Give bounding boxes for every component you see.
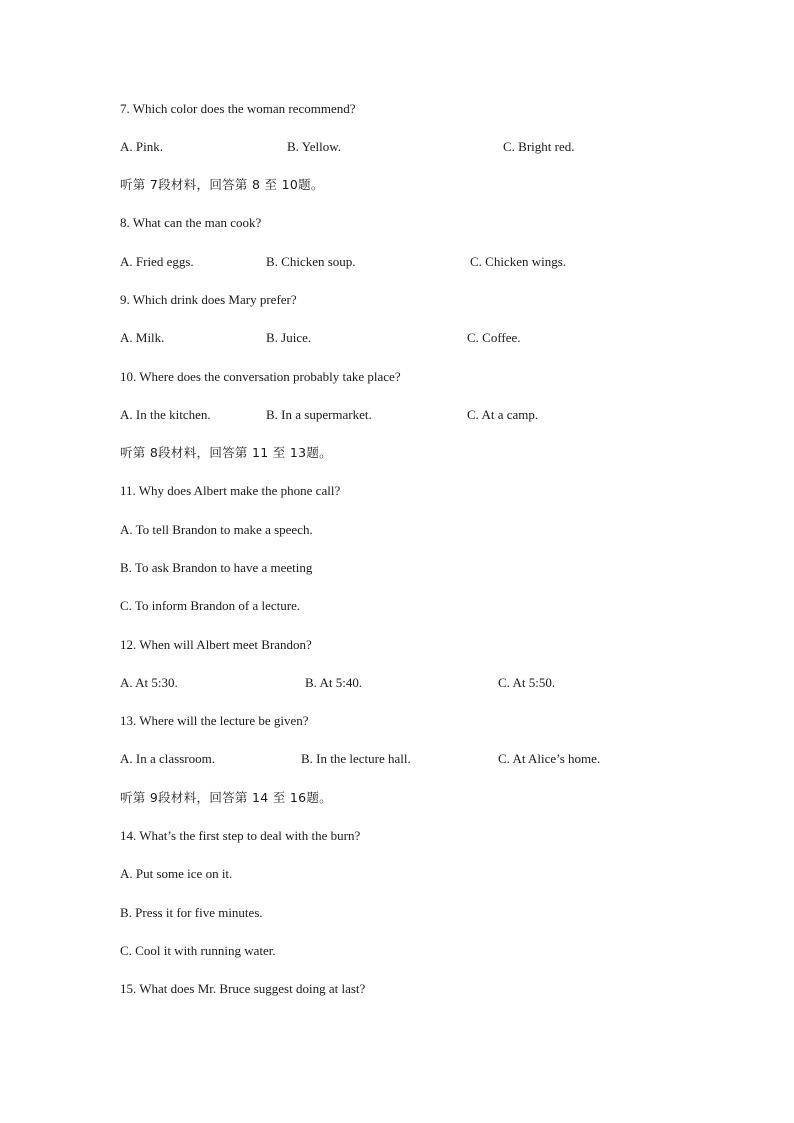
question-13-option-b: B. In the lecture hall. (301, 751, 411, 766)
question-12-stem: 12. When will Albert meet Brandon? (120, 637, 312, 652)
question-14-option-b: B. Press it for five minutes. (120, 905, 263, 920)
question-14-stem: 14. What’s the first step to deal with the burn? (120, 828, 361, 843)
question-13-stem: 13. Where will the lecture be given? (120, 713, 309, 728)
question-9-option-b: B. Juice. (266, 330, 312, 345)
section-heading-passage-8: 听第 8段材料，回答第 11 至 13题。 (120, 445, 332, 460)
question-8-option-a: A. Fried eggs. (120, 254, 194, 269)
question-11-stem: 11. Why does Albert make the phone call? (120, 483, 341, 498)
question-14-option-a: A. Put some ice on it. (120, 866, 233, 881)
question-9-option-a: A. Milk. (120, 330, 165, 345)
section-heading-passage-7: 听第 7段材料，回答第 8 至 10题。 (120, 177, 324, 192)
question-10-option-b: B. In a supermarket. (266, 407, 372, 422)
question-7-option-a: A. Pink. (120, 139, 163, 154)
question-11-option-b: B. To ask Brandon to have a meeting (120, 560, 313, 575)
question-8-option-c: C. Chicken wings. (470, 254, 567, 269)
question-7-stem: 7. Which color does the woman recommend? (120, 101, 356, 116)
question-11-option-c: C. To inform Brandon of a lecture. (120, 598, 301, 613)
question-10-option-a: A. In the kitchen. (120, 407, 211, 422)
question-12-option-c: C. At 5:50. (498, 675, 556, 690)
question-11-option-a: A. To tell Brandon to make a speech. (120, 522, 313, 537)
question-12-option-b: B. At 5:40. (305, 675, 363, 690)
section-heading-passage-9: 听第 9段材料，回答第 14 至 16题。 (120, 790, 332, 805)
question-15-stem: 15. What does Mr. Bruce suggest doing at last? (120, 981, 366, 996)
question-7-option-c: C. Bright red. (503, 139, 575, 154)
question-10-option-c: C. At a camp. (467, 407, 539, 422)
question-10-stem: 10. Where does the conversation probably take place? (120, 369, 401, 384)
question-12-option-a: A. At 5:30. (120, 675, 178, 690)
question-8-stem: 8. What can the man cook? (120, 215, 262, 230)
question-8-option-b: B. Chicken soup. (266, 254, 356, 269)
question-7-option-b: B. Yellow. (287, 139, 342, 154)
question-9-stem: 9. Which drink does Mary prefer? (120, 292, 297, 307)
question-13-option-c: C. At Alice’s home. (498, 751, 601, 766)
question-13-option-a: A. In a classroom. (120, 751, 215, 766)
question-9-option-c: C. Coffee. (467, 330, 521, 345)
question-14-option-c: C. Cool it with running water. (120, 943, 276, 958)
